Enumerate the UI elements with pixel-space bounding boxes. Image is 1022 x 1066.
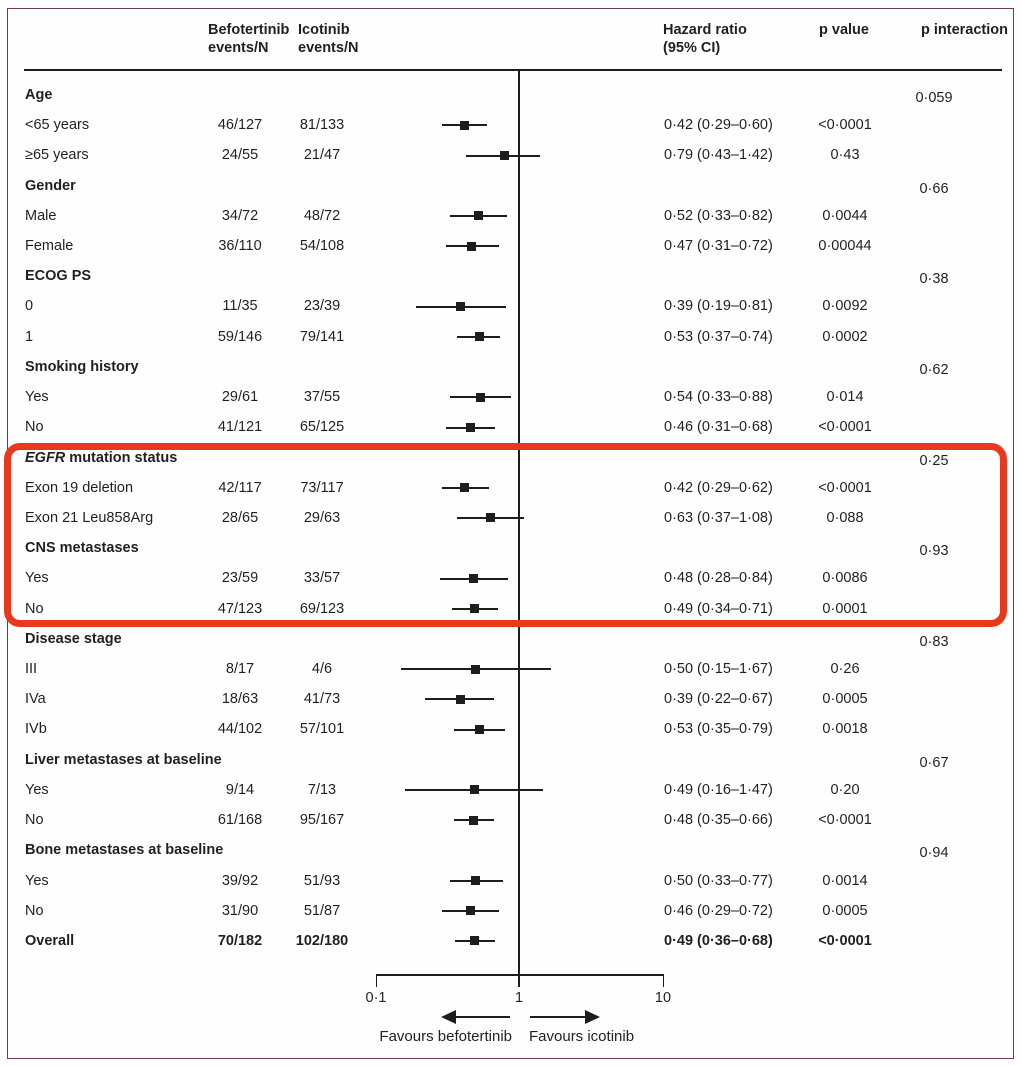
icotinib-events-cell: 79/141 <box>299 329 345 345</box>
icotinib-events-cell: 65/125 <box>299 419 345 435</box>
befotertinib-events-cell: 24/55 <box>221 147 259 163</box>
row-label-section: Age <box>25 87 53 103</box>
hazard-ratio-cell: 0·50 (0·33–0·77) <box>664 873 773 889</box>
forest-point-marker <box>500 151 509 160</box>
befotertinib-events-cell: 59/146 <box>217 329 263 345</box>
p-value-cell: <0·0001 <box>818 419 872 435</box>
befotertinib-events-cell: 8/17 <box>225 661 255 677</box>
befotertinib-events-cell: 70/182 <box>217 933 263 949</box>
column-header-icotinib-line2: events/N <box>298 40 359 56</box>
p-value-cell: 0·0005 <box>822 903 868 919</box>
row-label-item: No <box>25 812 44 828</box>
row-label-section: Disease stage <box>25 631 122 647</box>
row-label-item: No <box>25 419 44 435</box>
p-interaction-value: 0·38 <box>919 271 949 287</box>
p-value-cell: <0·0001 <box>818 480 872 496</box>
row-label-item: IVb <box>25 721 47 737</box>
row-label-section: CNS metastases <box>25 540 139 556</box>
befotertinib-events-cell: 47/123 <box>217 601 263 617</box>
favours-right-arrow-line <box>530 1016 585 1018</box>
row-label-item: <65 years <box>25 117 90 133</box>
x-axis-tick-label-10: 10 <box>654 990 672 1006</box>
row-label-item: ≥65 years <box>25 147 89 163</box>
x-axis-line <box>376 974 664 976</box>
befotertinib-events-cell: 41/121 <box>217 419 263 435</box>
forest-point-marker <box>476 393 485 402</box>
favours-left-arrow-head-icon <box>441 1010 456 1024</box>
icotinib-events-cell: 95/167 <box>299 812 345 828</box>
hazard-ratio-cell: 0·53 (0·37–0·74) <box>664 329 773 345</box>
favours-right-label: Favours icotinib <box>529 1028 635 1045</box>
icotinib-events-cell: 57/101 <box>299 721 345 737</box>
befotertinib-events-cell: 11/35 <box>222 298 258 314</box>
forest-point-marker <box>471 876 480 885</box>
forest-point-marker <box>471 665 480 674</box>
icotinib-events-cell: 51/87 <box>303 903 341 919</box>
icotinib-events-cell: 73/117 <box>300 480 344 496</box>
hazard-ratio-cell: 0·46 (0·29–0·72) <box>664 903 773 919</box>
p-value-cell: <0·0001 <box>818 933 872 949</box>
befotertinib-events-cell: 44/102 <box>217 721 263 737</box>
row-label-item: 0 <box>25 298 34 314</box>
icotinib-events-cell: 41/73 <box>303 691 341 707</box>
forest-point-marker <box>456 695 465 704</box>
row-label-item: Exon 19 deletion <box>25 480 134 496</box>
hazard-ratio-cell: 0·79 (0·43–1·42) <box>664 147 773 163</box>
row-label-item: Female <box>25 238 74 254</box>
p-value-cell: 0·0005 <box>822 691 868 707</box>
row-label-section: EGFR mutation status <box>25 450 178 466</box>
forest-point-marker <box>466 423 475 432</box>
favours-left-arrow-line <box>455 1016 510 1018</box>
forest-point-marker <box>475 725 484 734</box>
p-interaction-value: 0·94 <box>919 845 949 861</box>
hazard-ratio-cell: 0·39 (0·22–0·67) <box>664 691 773 707</box>
x-axis-tick-label-01: 0·1 <box>365 990 387 1006</box>
befotertinib-events-cell: 28/65 <box>221 510 259 526</box>
icotinib-events-cell: 29/63 <box>303 510 341 526</box>
befotertinib-events-cell: 31/90 <box>221 903 259 919</box>
befotertinib-events-cell: 29/61 <box>221 389 259 405</box>
icotinib-events-cell: 37/55 <box>303 389 341 405</box>
row-label-item: Exon 21 Leu858Arg <box>25 510 154 526</box>
icotinib-events-cell: 51/93 <box>303 873 341 889</box>
row-label-item: No <box>25 601 44 617</box>
column-header-icotinib-line1: Icotinib <box>298 22 350 38</box>
row-label-item: Overall <box>25 933 75 949</box>
icotinib-events-cell: 4/6 <box>311 661 333 677</box>
hazard-ratio-cell: 0·54 (0·33–0·88) <box>664 389 773 405</box>
p-interaction-value: 0·83 <box>919 634 949 650</box>
hazard-ratio-cell: 0·39 (0·19–0·81) <box>664 298 773 314</box>
row-label-item: III <box>25 661 38 677</box>
p-value-cell: 0·088 <box>826 510 864 526</box>
x-axis-tick-label-1: 1 <box>514 990 524 1006</box>
p-interaction-value: 0·66 <box>919 181 949 197</box>
row-label-item: IVa <box>25 691 46 707</box>
p-value-cell: 0·0002 <box>822 329 868 345</box>
p-value-cell: 0·014 <box>826 389 864 405</box>
row-label-section: Liver metastases at baseline <box>25 752 222 768</box>
forest-point-marker <box>467 242 476 251</box>
hazard-ratio-cell: 0·52 (0·33–0·82) <box>664 208 773 224</box>
p-value-cell: 0·0001 <box>822 601 868 617</box>
forest-point-marker <box>456 302 465 311</box>
column-header-p-value: p value <box>819 22 869 38</box>
icotinib-events-cell: 21/47 <box>303 147 341 163</box>
p-interaction-value: 0·67 <box>919 755 949 771</box>
p-value-cell: 0·0086 <box>822 570 868 586</box>
befotertinib-events-cell: 61/168 <box>217 812 263 828</box>
row-label-item: Yes <box>25 782 49 798</box>
befotertinib-events-cell: 9/14 <box>225 782 255 798</box>
forest-point-marker <box>469 816 478 825</box>
hazard-ratio-cell: 0·53 (0·35–0·79) <box>664 721 773 737</box>
row-label-section: Bone metastases at baseline <box>25 842 224 858</box>
column-header-befotertinib-line2: events/N <box>208 40 269 56</box>
icotinib-events-cell: 33/57 <box>303 570 341 586</box>
befotertinib-events-cell: 39/92 <box>221 873 259 889</box>
icotinib-events-cell: 7/13 <box>307 782 337 798</box>
p-value-cell: 0·26 <box>830 661 860 677</box>
forest-point-marker <box>474 211 483 220</box>
hazard-ratio-cell: 0·42 (0·29–0·60) <box>664 117 773 133</box>
icotinib-events-cell: 69/123 <box>299 601 345 617</box>
hazard-ratio-cell: 0·42 (0·29–0·62) <box>664 480 773 496</box>
row-label-section: ECOG PS <box>25 268 92 284</box>
hazard-ratio-cell: 0·48 (0·28–0·84) <box>664 570 773 586</box>
forest-point-marker <box>466 906 475 915</box>
row-label-item: Yes <box>25 389 49 405</box>
hazard-ratio-cell: 0·50 (0·15–1·67) <box>664 661 773 677</box>
hazard-ratio-cell: 0·46 (0·31–0·68) <box>664 419 773 435</box>
hazard-ratio-cell: 0·47 (0·31–0·72) <box>664 238 773 254</box>
p-value-cell: 0·20 <box>830 782 860 798</box>
forest-point-marker <box>460 121 469 130</box>
row-label-section: Gender <box>25 178 76 194</box>
icotinib-events-cell: 102/180 <box>295 933 349 949</box>
icotinib-events-cell: 81/133 <box>299 117 345 133</box>
p-interaction-value: 0·25 <box>919 453 949 469</box>
hazard-ratio-cell: 0·49 (0·16–1·47) <box>664 782 773 798</box>
hazard-ratio-cell: 0·63 (0·37–1·08) <box>664 510 773 526</box>
p-interaction-value: 0·93 <box>919 543 949 559</box>
icotinib-events-cell: 54/108 <box>299 238 345 254</box>
column-header-p-interaction: p interaction <box>921 22 1009 38</box>
befotertinib-events-cell: 34/72 <box>221 208 259 224</box>
column-header-hazard-ratio-line2: (95% CI) <box>663 40 721 56</box>
favours-right-arrow-head-icon <box>585 1010 600 1024</box>
befotertinib-events-cell: 36/110 <box>218 238 262 254</box>
befotertinib-events-cell: 42/117 <box>218 480 262 496</box>
befotertinib-events-cell: 23/59 <box>221 570 259 586</box>
p-value-cell: 0·43 <box>830 147 860 163</box>
p-interaction-value: 0·62 <box>919 362 949 378</box>
hazard-ratio-cell: 0·49 (0·36–0·68) <box>664 933 773 949</box>
hazard-ratio-cell: 0·48 (0·35–0·66) <box>664 812 773 828</box>
x-axis-tick-10 <box>663 974 665 987</box>
row-label-item: Yes <box>25 873 49 889</box>
highlight-annotation-box <box>4 443 1007 627</box>
p-value-cell: 0·00044 <box>818 238 872 254</box>
favours-left-label: Favours befotertinib <box>379 1028 512 1045</box>
p-value-cell: <0·0001 <box>818 117 872 133</box>
row-label-italic-prefix: EGFR <box>25 450 66 466</box>
forest-point-marker <box>475 332 484 341</box>
row-label-item: 1 <box>25 329 34 345</box>
befotertinib-events-cell: 46/127 <box>217 117 263 133</box>
icotinib-events-cell: 48/72 <box>303 208 341 224</box>
forest-point-marker <box>470 785 479 794</box>
column-header-hazard-ratio-line1: Hazard ratio <box>663 22 747 38</box>
hazard-ratio-cell: 0·49 (0·34–0·71) <box>664 601 773 617</box>
icotinib-events-cell: 23/39 <box>303 298 341 314</box>
p-value-cell: <0·0001 <box>818 812 872 828</box>
forest-point-marker <box>470 936 479 945</box>
x-axis-tick-01 <box>376 974 378 987</box>
p-value-cell: 0·0044 <box>822 208 868 224</box>
befotertinib-events-cell: 18/63 <box>221 691 259 707</box>
row-label-item: No <box>25 903 44 919</box>
p-value-cell: 0·0018 <box>822 721 868 737</box>
column-header-befotertinib-line1: Befotertinib <box>208 22 290 38</box>
row-label-section: Smoking history <box>25 359 139 375</box>
p-interaction-value: 0·059 <box>915 90 953 106</box>
row-label-item: Male <box>25 208 57 224</box>
p-value-cell: 0·0092 <box>822 298 868 314</box>
row-label-item: Yes <box>25 570 49 586</box>
p-value-cell: 0·0014 <box>822 873 868 889</box>
